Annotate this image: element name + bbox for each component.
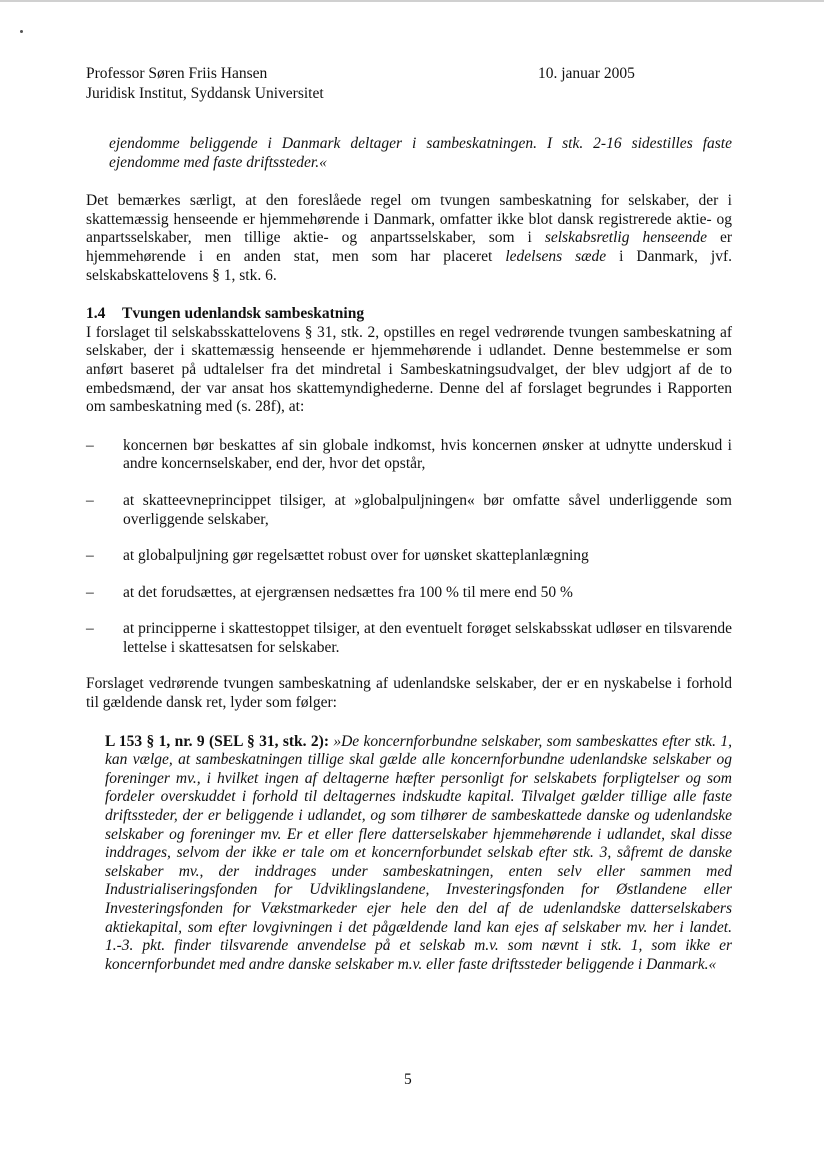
scan-edge-line [0,0,824,2]
dash-bullet: – [86,620,94,638]
scan-speck [20,30,23,33]
dash-bullet: – [86,491,94,509]
dash-bullet: – [86,583,94,601]
paragraph-1-italic1: selskabsretlig henseende [544,229,707,247]
header-institution: Juridisk Institut, Syddansk Universitet [86,85,324,102]
list-item-text: at det forudsættes, at ejergrænsen nedsættes fra 100 % til mere end 50 % [123,583,573,601]
list-item [86,492,732,529]
list-item [86,437,732,474]
list-item-text: koncernen bør beskattes af sin globale indkomst, hvis koncernen ønsker at udnytte underskud i andre koncernselskaber, end der, hvor det opstår, [123,436,732,473]
page-number: 5 [404,1071,412,1088]
law-text: »De koncernforbundne selskaber, som sambeskattes efter stk. 1, kan vælge, at sambeskatningen tillige skal gælde alle koncernforbundne udenlandske selskaber og foreninger mv., i hvilket ingen af deltagerne hæfter personligt for selskabets forpligtelser og som fordeler overskuddet i forhold til deltagernes indskudte kapital. Tilvalget gælder tillige alle faste driftssteder, der er beliggende i udlandet, og som tilhører de sambeskattede danske og udenlandske selskaber og foreninger mv. Er et eller flere datterselskaber hjemmehørende i udlandet, skal disse inddrages, selvom der ikke er tale om et koncernforbundet selskab efter stk. 3, såfremt de danske selskaber mv., der inddrages under sambeskatningen, enten selv eller sammen med Industrialiseringsfonden for Udviklingslandene, Investeringsfonden for Østlandene eller Investeringsfonden for Vækstmarkeder ejer hele den del af de udenlandske datterselskabers aktiekapital, som efter lovgivningen i det pågældende land kan ejes af selskaber mv. her i landet. 1.-3. pkt. finder tilsvarende anvendelse på et selskab m.v. som nævnt i stk. 1, som ikke er koncernforbundet med andre danske selskaber m.v. eller faste driftssteder beliggende i Danmark.« [105,732,732,973]
law-quote-block [86,733,732,975]
dash-bullet: – [86,436,94,454]
list-item-text: at globalpuljning gør regelsættet robust over for uønsket skatteplanlægning [123,547,589,565]
list-item [86,547,732,566]
section-number: 1.4 [86,305,106,323]
bullet-list [86,437,732,658]
main-content [86,135,732,974]
header-date: 10. januar 2005 [538,65,635,82]
section-heading [86,305,732,324]
law-quote [105,733,732,975]
list-item-text: at principperne i skattestoppet tilsiger, at den eventuelt forøget selskabsskat udløser en tilsvarende lettelse i skattesatsen for selskaber. [123,620,732,656]
section-intro: I forslaget til selskabsskattelovens § 31, stk. 2, opstilles en regel vedrørende tvungen sambeskatning af selskaber, der i skattemæssig henseende er hjemmehørende i udlandet. Denne bestemmelse er som anført baseret på udtalelser fra det mindretal i Sambeskatningsudvalget, der blev udgjort af de to embedsmænd, der var ansat hos skattemyndighederne. Denne del af forslaget begrundes i Rapporten om sambeskatning med (s. 28f), at: [86,323,732,416]
header-author-block [86,64,324,104]
paragraph-1-italic2: ledelsens sæde [505,247,607,265]
paragraph-2: Forslaget vedrørende tvungen sambeskatning af udenlandske selskaber, der er en nyskabelse i forhold til gældende dansk ret, lyder som følger: [86,675,732,712]
paragraph-1-part1: Det bemærkes særligt, at den foreslåede regel om tvungen sambeskatning for selskaber, der i skattemæssig henseende er hjemmehørende i Danmark, omfatter ikke blot dansk registrerede aktie- og anpartsselskaber, men tillige aktie- og anpartsselskaber, som i [86,192,732,247]
section-title: Tvungen udenlandsk sambeskatning [122,305,365,323]
paragraph-1 [86,192,732,285]
quote-continuation: ejendomme beliggende i Danmark deltager i sambeskatningen. I stk. 2-16 sidestilles faste ejendomme med faste driftssteder.« [109,135,732,171]
header-author: Professor Søren Friis Hansen [86,65,268,82]
law-reference: L 153 § 1, nr. 9 (SEL § 31, stk. 2): [105,732,329,750]
list-item [86,620,732,657]
paragraph-1-part3: i Danmark, jvf. selskabskattelovens § 1, stk. 6. [86,247,732,284]
list-item [86,584,732,603]
list-item-text: at skatteevneprincippet tilsiger, at »globalpuljningen« bør omfatte såvel underliggende som overliggende selskaber, [123,491,732,528]
paragraph-1-part2: er hjemmehørende i en anden stat, men som har placeret [86,229,732,265]
dash-bullet: – [86,547,94,565]
